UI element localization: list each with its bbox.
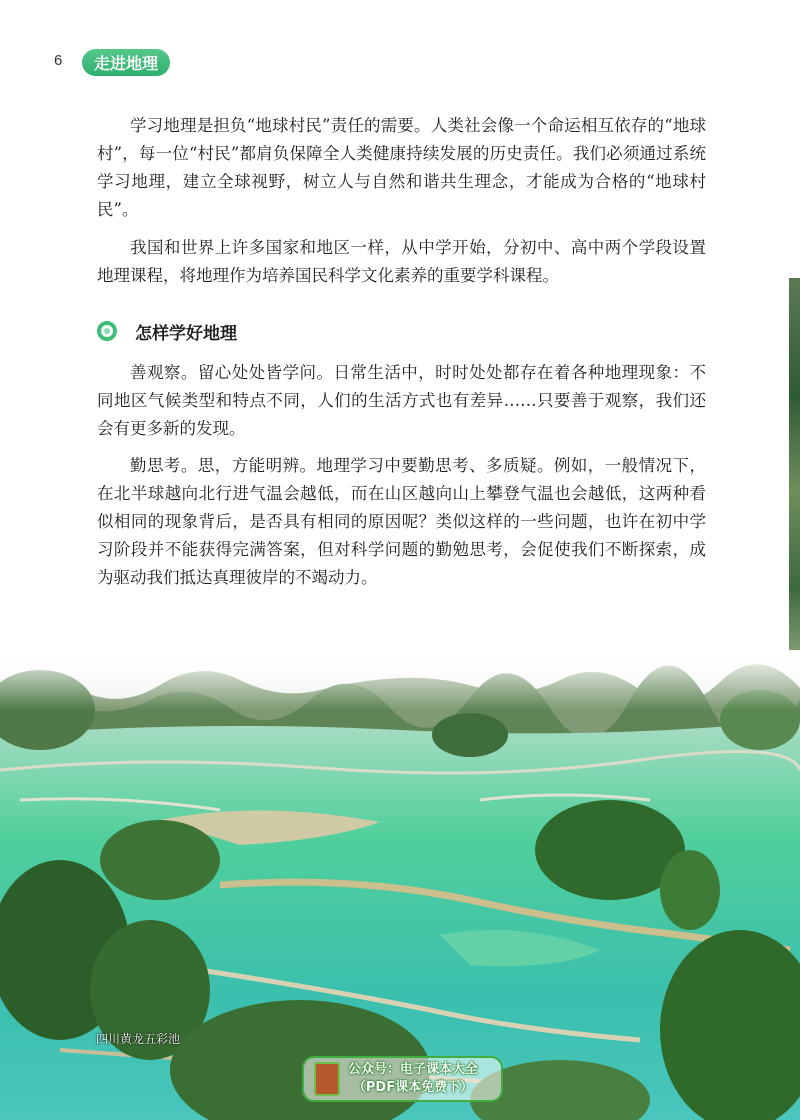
section-paragraph-1: 善观察。留心处处皆学问。日常生活中，时时处处都存在着各种地理现象：不同地区气候类型和特点不同，人们的生活方式也有差异……只要善于观察，我们还会有更多新的发现。 xyxy=(97,363,706,438)
landscape-photo xyxy=(0,650,800,1120)
section-paragraph-2: 勤思考。思，方能明辨。地理学习中要勤思考、多质疑。例如，一般情况下，在北半球越向北行进气温会越低，而在山区越向山上攀登气温也会越低，这两种看似相同的现象背后，是否具有相同的原因呢？类似这样的一些问题，也许在初中学习阶段并不能获得完满答案，但对科学问题的勤勉思考，会促使我们不断探索，成为驱动我们抵达真理彼岸的不竭动力。 xyxy=(97,456,706,587)
side-photo-strip xyxy=(789,278,800,666)
photo-caption: 四川黄龙五彩池 xyxy=(96,1032,181,1046)
watermark-box xyxy=(302,1056,503,1102)
intro-paragraph-1: 学习地理是担负“地球村民”责任的需要。人类社会像一个命运相互依存的“地球村”，每一位“村民”都肩负保障全人类健康持续发展的历史责任。我们必须通过系统学习地理，建立全球视野，树立人与自然和谐共生理念，才能成为合格的“地球村民”。 xyxy=(97,116,706,219)
page-number: 6 xyxy=(54,52,63,69)
watermark-line-2: （PDF课本免费下） xyxy=(352,1080,474,1095)
book-badge-icon xyxy=(314,1062,340,1096)
section-title: 怎样学好地理 xyxy=(135,323,237,344)
chapter-tag: 走进地理 xyxy=(82,49,170,76)
watermark-line-1: 公众号：电子课本大全 xyxy=(348,1062,479,1077)
watermark-text xyxy=(348,1061,478,1097)
intro-paragraph-2: 我国和世界上许多国家和地区一样，从中学开始，分初中、高中两个学段设置地理课程，将地理作为培养国民科学文化素养的重要学科课程。 xyxy=(97,238,706,285)
ring-bullet-icon xyxy=(97,321,117,341)
section-heading xyxy=(97,318,237,344)
